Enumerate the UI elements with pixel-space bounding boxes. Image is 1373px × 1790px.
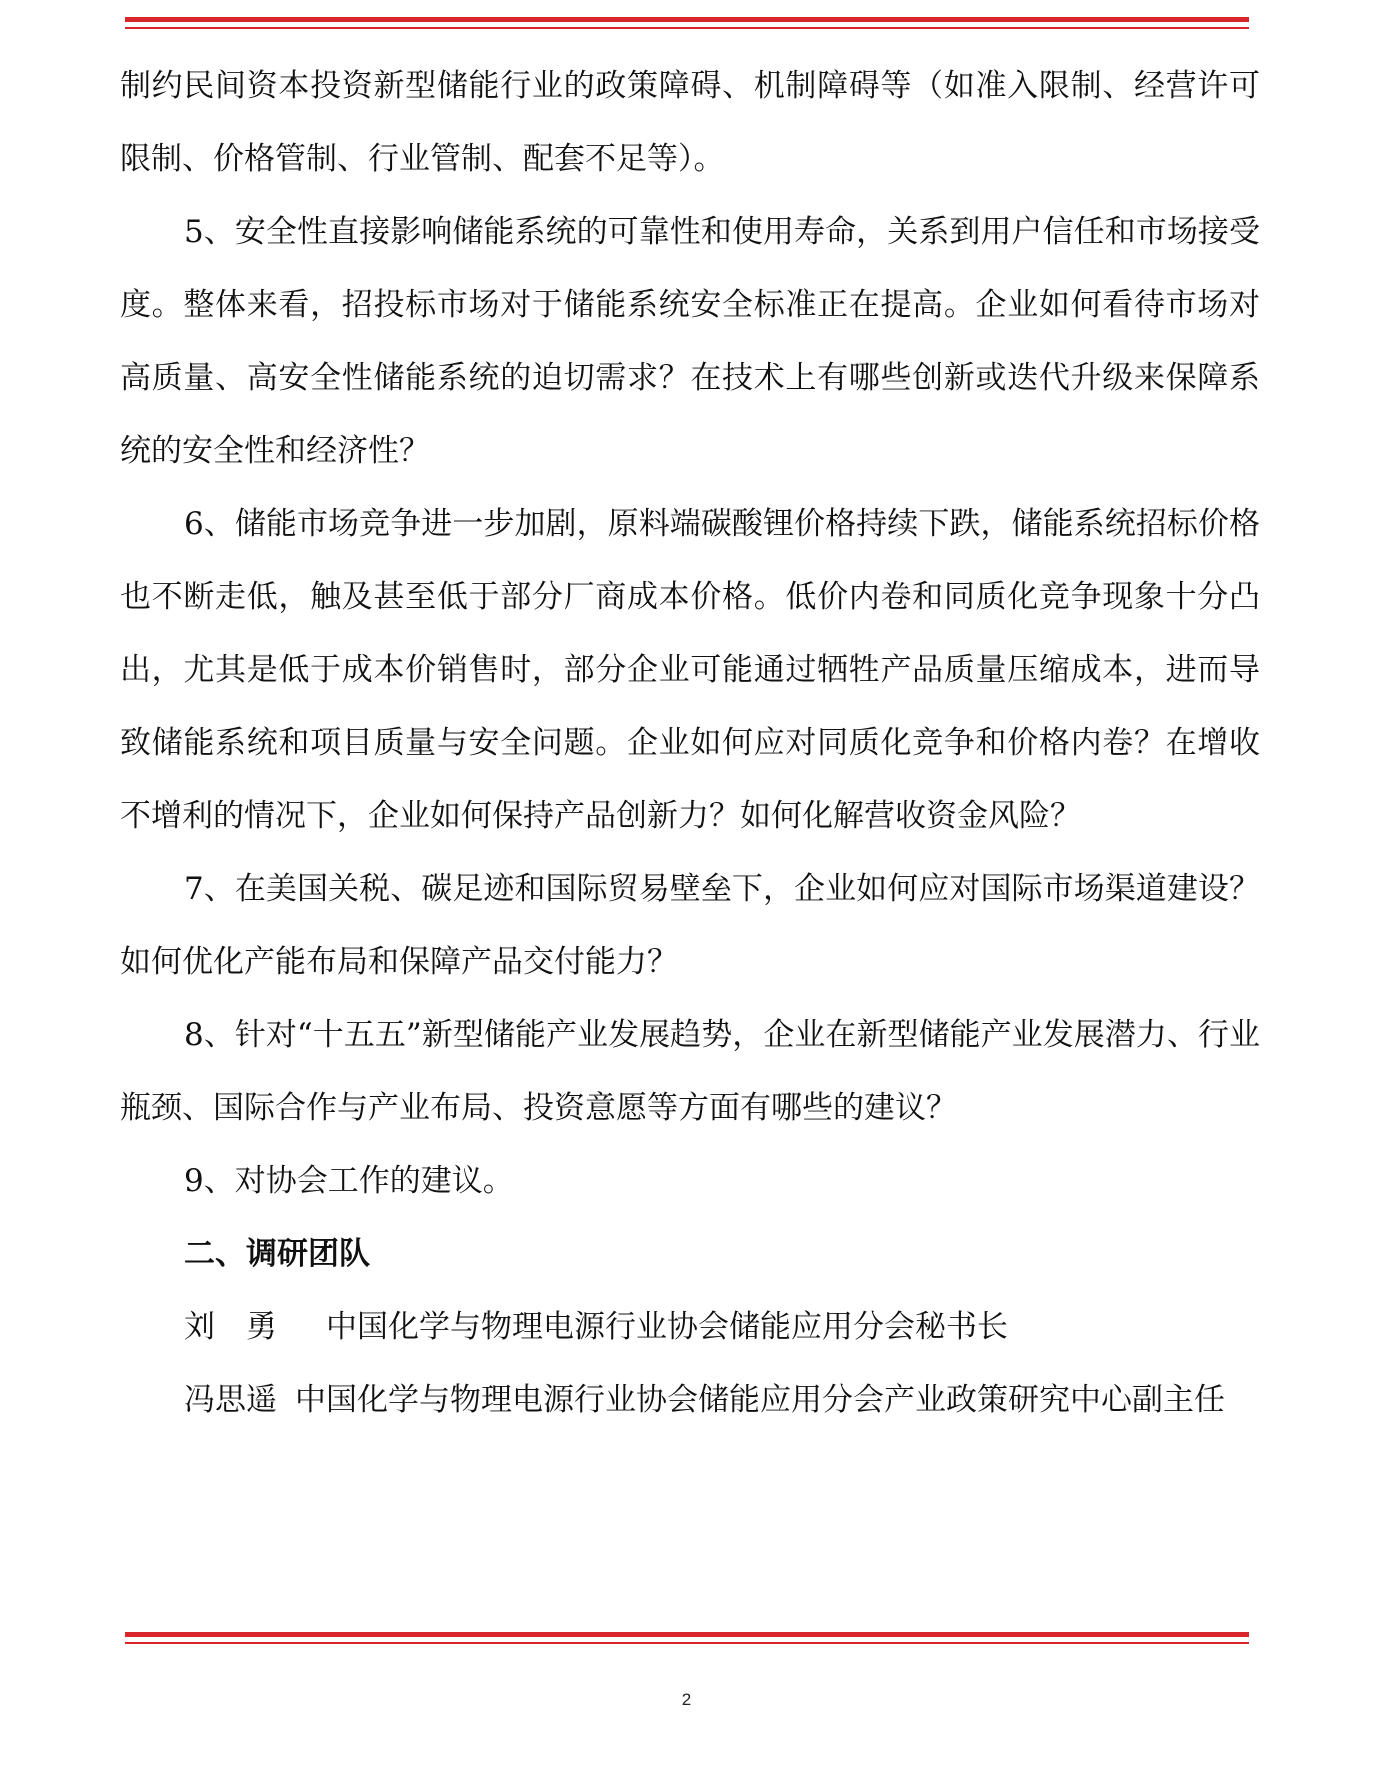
footer-rule-thick xyxy=(125,1632,1249,1637)
question-6: 6、储能市场竞争进一步加剧，原料端碳酸锂价格持续下跌，储能系统招标价格也不断走低，触及甚至低于部分厂商成本价格。低价内卷和同质化竞争现象十分凸出，尤其是低于成本价销售时，部分企业可能通过牺牲产品质量压缩成本，进而导致储能系统和项目质量与安全问题。企业如何应对同质化竞争和价格内卷？在增收不增利的情况下，企业如何保持产品创新力？如何化解营收资金风险？ xyxy=(120,506,1260,834)
team-member-role: 中国化学与物理电源行业协会储能应用分会产业政策研究中心副主任 xyxy=(295,1382,1225,1418)
header-rule-thin xyxy=(125,27,1249,29)
question-5: 5、安全性直接影响储能系统的可靠性和使用寿命，关系到用户信任和市场接受度。整体来看，招投标市场对于储能系统安全标准正在提高。企业如何看待市场对高质量、高安全性储能系统的迫切需求？在技术上有哪些创新或迭代升级来保障系统的安全性和经济性？ xyxy=(120,214,1260,469)
paragraph-continuation: 制约民间资本投资新型储能行业的政策障碍、机制障碍等（如准入限制、经营许可限制、价格管制、行业管制、配套不足等）。 xyxy=(120,68,1260,177)
question-8: 8、针对“十五五”新型储能产业发展趋势，企业在新型储能产业发展潜力、行业瓶颈、国际合作与产业布局、投资意愿等方面有哪些的建议？ xyxy=(120,1017,1260,1126)
question-9: 9、对协会工作的建议。 xyxy=(184,1163,514,1199)
team-member-name: 刘勇 xyxy=(184,1309,308,1345)
document-body xyxy=(120,50,1260,1437)
page-number: 2 xyxy=(681,1690,692,1709)
team-member-role: 中国化学与物理电源行业协会储能应用分会秘书长 xyxy=(326,1309,1008,1345)
footer-rule-thin xyxy=(125,1642,1249,1644)
team-member xyxy=(120,1291,1260,1364)
team-member xyxy=(120,1364,1260,1437)
header-rule-thick xyxy=(125,17,1249,22)
question-7: 7、在美国关税、碳足迹和国际贸易壁垒下，企业如何应对国际市场渠道建设？如何优化产能布局和保障产品交付能力？ xyxy=(120,871,1260,980)
section-heading-research-team: 二、调研团队 xyxy=(184,1236,370,1272)
team-member-name: 冯思遥 xyxy=(184,1382,277,1418)
